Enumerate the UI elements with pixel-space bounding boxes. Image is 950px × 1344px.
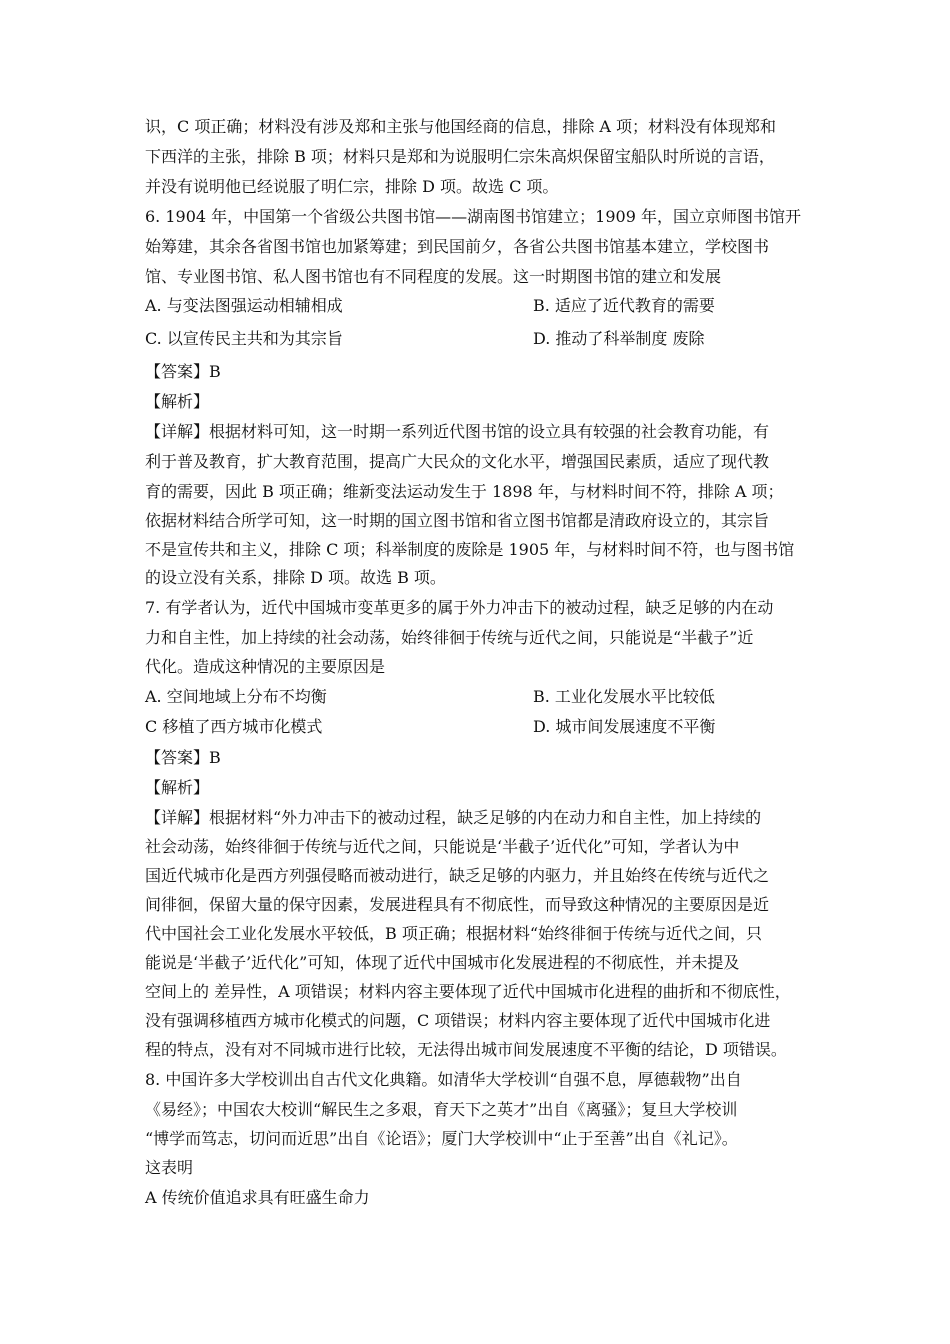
q7-stem-line: 力和自主性，加上持续的社会动荡，始终徘徊于传统与近代之间，只能说是“半截子”近 — [145, 628, 754, 647]
q7-stem-line: 7. 有学者认为，近代中国城市变革更多的属于外力冲击下的被动过程，缺乏足够的内在动 — [145, 598, 774, 617]
q8-option-a: A 传统价值追求具有旺盛生命力 — [145, 1188, 370, 1207]
q8-stem-line: 《易经》；中国农大校训“解民生之多艰，育天下之英才”出自《离骚》；复旦大学校训 — [145, 1100, 738, 1119]
q8-stem-line: 这表明 — [145, 1158, 194, 1177]
q6-stem-line: 始筹建，其余各省图书馆也加紧筹建；到民国前夕，各省公共图书馆基本建立，学校图书 — [145, 237, 770, 256]
q7-option-a: A. 空间地域上分布不均衡 — [145, 687, 327, 706]
q7-option-d: D. 城市间发展速度不平衡 — [533, 717, 716, 736]
prev-analysis-line: 识，C 项正确；材料没有涉及郑和主张与他国经商的信息，排除 A 项；材料没有体现郑和 — [145, 117, 777, 136]
q6-analysis-label: 【解析】 — [145, 392, 210, 411]
q6-stem-line: 馆、专业图书馆、私人图书馆也有不同程度的发展。这一时期图书馆的建立和发展 — [145, 267, 722, 286]
q7-detail-line: 【详解】根据材料“外力冲击下的被动过程，缺乏足够的内在动力和自主性，加上持续的 — [145, 808, 762, 827]
q7-detail-line: 间徘徊，保留大量的保守因素，发展进程具有不彻底性，而导致这种情况的主要原因是近 — [145, 895, 770, 914]
q7-answer: 【答案】B — [145, 748, 221, 767]
q6-option-b: B. 适应了近代教育的需要 — [533, 296, 715, 315]
q7-detail-line: 没有强调移植西方城市化模式的问题，C 项错误；材料内容主要体现了近代中国城市化进 — [145, 1011, 771, 1030]
q7-option-b: B. 工业化发展水平比较低 — [533, 687, 715, 706]
q7-detail-line: 空间上的 差异性，A 项错误；材料内容主要体现了近代中国城市化进程的曲折和不彻底性， — [145, 982, 791, 1001]
prev-analysis-line: 并没有说明他已经说服了明仁宗，排除 D 项。故选 C 项。 — [145, 177, 559, 196]
q7-detail-line: 社会动荡，始终徘徊于传统与近代之间，只能说是‘半截子’近代化”可知，学者认为中 — [145, 837, 740, 856]
q6-answer: 【答案】B — [145, 362, 221, 381]
q6-option-c: C. 以宣传民主共和为其宗旨 — [145, 329, 343, 348]
q6-stem-line: 6. 1904 年，中国第一个省级公共图书馆——湖南图书馆建立；1909 年，国立京师图书馆开 — [145, 207, 801, 226]
q6-detail-line: 的设立没有关系，排除 D 项。故选 B 项。 — [145, 568, 446, 587]
q8-stem-line: 8. 中国许多大学校训出自古代文化典籍。如清华大学校训“自强不息，厚德载物”出自 — [145, 1070, 742, 1089]
q6-detail-line: 不是宣传共和主义，排除 C 项；科举制度的废除是 1905 年，与材料时间不符，也与图书馆 — [145, 540, 795, 559]
q6-detail-line: 【详解】根据材料可知，这一时期一系列近代图书馆的设立具有较强的社会教育功能，有 — [145, 422, 770, 441]
q7-detail-line: 代中国社会工业化发展水平较低，B 项正确；根据材料“始终徘徊于传统与近代之间，只 — [145, 924, 763, 943]
q7-detail-line: 能说是‘半截子’近代化”可知，体现了近代中国城市化发展进程的不彻底性，并未提及 — [145, 953, 740, 972]
q6-detail-line: 依据材料结合所学可知，这一时期的国立图书馆和省立图书馆都是清政府设立的，其宗旨 — [145, 511, 770, 530]
q7-stem-line: 代化。造成这种情况的主要原因是 — [145, 657, 386, 676]
q6-option-d: D. 推动了科举制度 废除 — [533, 329, 705, 348]
q6-detail-line: 利于普及教育，扩大教育范围，提高广大民众的文化水平，增强国民素质，适应了现代教 — [145, 452, 770, 471]
q7-detail-line: 程的特点，没有对不同城市进行比较，无法得出城市间发展速度不平衡的结论，D 项错误。 — [145, 1040, 787, 1059]
prev-analysis-line: 下西洋的主张，排除 B 项；材料只是郑和为说服明仁宗朱高炽保留宝船队时所说的言语， — [145, 147, 775, 166]
q6-option-a: A. 与变法图强运动相辅相成 — [145, 296, 343, 315]
q6-detail-line: 育的需要，因此 B 项正确；维新变法运动发生于 1898 年，与材料时间不符，排除 A 项； — [145, 482, 784, 501]
q8-stem-line: “博学而笃志，切问而近思”出自《论语》；厦门大学校训中“止于至善”出自《礼记》。 — [145, 1129, 738, 1148]
q7-detail-line: 国近代城市化是西方列强侵略而被动进行，缺乏足够的内驱力，并且始终在传统与近代之 — [145, 866, 770, 885]
q7-analysis-label: 【解析】 — [145, 778, 210, 797]
q7-option-c: C 移植了西方城市化模式 — [145, 717, 323, 736]
